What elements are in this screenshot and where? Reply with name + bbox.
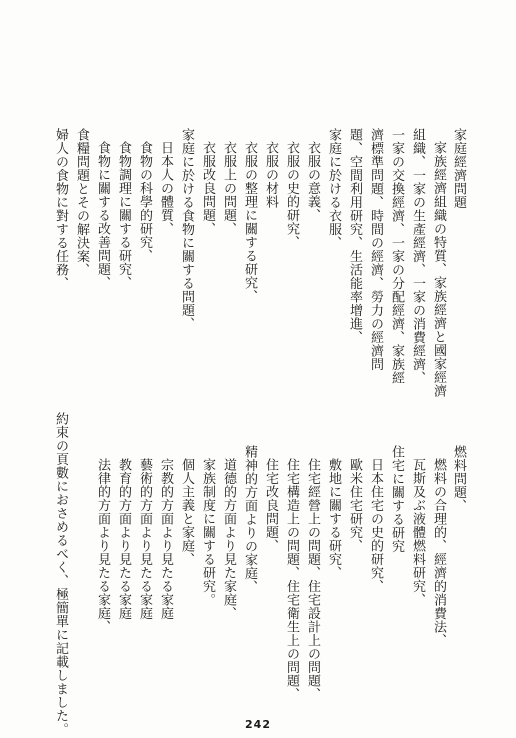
text-column: 燃料の合理的、經濟的消費法、 (431, 458, 446, 647)
text-column: 衣服改良問題、 (200, 141, 215, 236)
closing-note: 約束の頁數におさめるべく、極簡單に記載しました。 (53, 412, 68, 736)
text-column: 宗教的方面より見たる家庭 (158, 458, 173, 620)
text-column: 婦人の食物に對する任務、 (53, 128, 68, 290)
text-column: 日本住宅の史的研究、 (368, 458, 383, 593)
text-column: 食物調理に關する研究、 (116, 141, 131, 290)
text-column: 衣服の史的研究、 (284, 141, 299, 249)
text-column: 食物に關する改善問題、 (95, 141, 110, 290)
text-column: 道德的方面より見た家庭、 (221, 458, 236, 620)
text-column: 日本人の體質、 (158, 141, 173, 236)
text-column: 個人主義と家庭、 (179, 458, 194, 566)
text-column: 衣服の意義、 (305, 141, 320, 222)
text-column: 衣服の整理に關する研究、 (242, 141, 257, 303)
text-column: 瓦斯及ぶ液體燃料研究、 (410, 458, 425, 607)
text-column: 食物の科學的研究、 (137, 141, 152, 263)
text-column: 組織、一家の生產經濟、一家の消費經濟、 (410, 128, 425, 385)
text-column: 敷地に關する研究、 (326, 458, 341, 580)
text-column: 住宅經營上の問題、住宅設計上の問題、 (305, 458, 320, 701)
text-column: 衣服の材料 (263, 141, 278, 209)
heading-home-economics: 家庭經濟問題 (451, 128, 466, 209)
heading-spiritual-home: 精神的方面よりの家庭、 (242, 445, 257, 594)
text-column: 濟標準問題、時間の經濟、勞力の經濟問 (368, 128, 383, 371)
text-column: 衣服上の問題、 (221, 141, 236, 236)
text-column: 一家の交換經濟、一家の分配經濟、家族經 (389, 128, 404, 385)
heading-fuel: 燃料問題、 (451, 445, 466, 513)
text-column: 教育的方面より見たる家庭 (116, 458, 131, 620)
heading-housing: 住宅に關する研究 (389, 445, 404, 553)
heading-food: 家庭に於ける食物に關する問題、 (179, 128, 194, 331)
text-column: 歐米住宅研究、 (347, 458, 362, 553)
text-column: 家族制度に關する研究。 (200, 458, 215, 607)
text-column: 住宅改良問題、 (263, 458, 278, 553)
text-column: 題、空間利用研究、生活能率增進、 (347, 128, 362, 344)
text-column: 法律的方面より見たる家庭、 (95, 458, 110, 634)
text-column: 家族經濟組織の特質、家族經濟と國家經濟 (431, 141, 446, 398)
text-column: 食糧問題とその解決案、 (74, 128, 89, 277)
page-number: 242 (245, 718, 271, 731)
text-column: 住宅構造上の問題、住宅衛生上の問題、 (284, 458, 299, 701)
heading-clothing: 家庭に於ける衣服、 (326, 128, 341, 250)
text-column: 藝術的方面より見たる家庭 (137, 458, 152, 620)
